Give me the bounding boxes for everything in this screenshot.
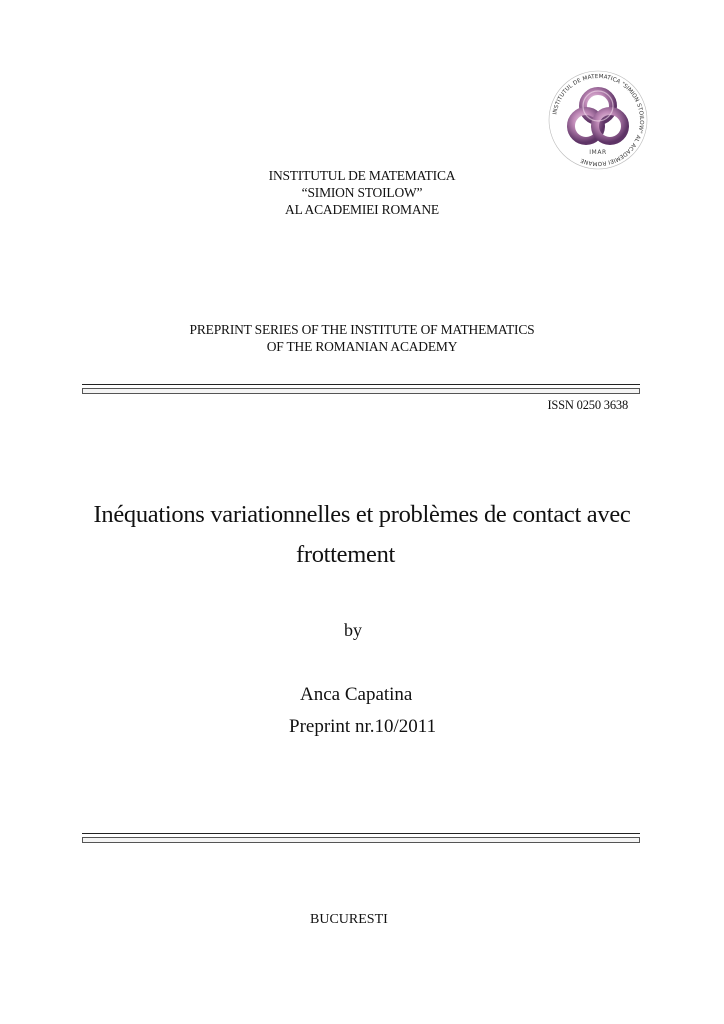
by-label: by: [344, 620, 362, 640]
series-line2: OF THE ROMANIAN ACADEMY: [266, 339, 458, 354]
footer-city: BUCURESTI: [310, 912, 388, 927]
imar-logo: [546, 68, 650, 172]
author-name: Anca Capatina: [300, 684, 413, 705]
logo-acronym: IMAR: [589, 149, 607, 156]
preprint-number: Preprint nr.10/2011: [289, 716, 437, 737]
bottom-divider-box: [82, 837, 640, 843]
svg-text:INSTITUTUL DE MATEMATICA "SIMI: INSTITUTUL DE MATEMATICA "SIMION STOILOW" AL ACADEMIEI ROMANE: [552, 73, 645, 167]
top-divider-box: [82, 388, 640, 394]
bottom-divider-line: [82, 833, 640, 834]
knot-graphic: [571, 91, 625, 141]
paper-title-line2: frottement: [296, 541, 396, 568]
series-line1: PREPRINT SERIES OF THE INSTITUTE OF MATHEMATICS: [189, 322, 535, 337]
top-divider-line: [82, 384, 640, 385]
issn-number: ISSN 0250 3638: [547, 398, 628, 412]
institute-name-line3: AL ACADEMIEI ROMANE: [285, 202, 439, 217]
imar-seal-graphic: [546, 68, 650, 172]
institute-name-line1: INSTITUTUL DE MATEMATICA: [268, 168, 456, 183]
institute-name-line2: “SIMION STOILOW”: [301, 185, 423, 200]
paper-title-line1: Inéquations variationnelles et problèmes de contact avec: [93, 501, 631, 528]
